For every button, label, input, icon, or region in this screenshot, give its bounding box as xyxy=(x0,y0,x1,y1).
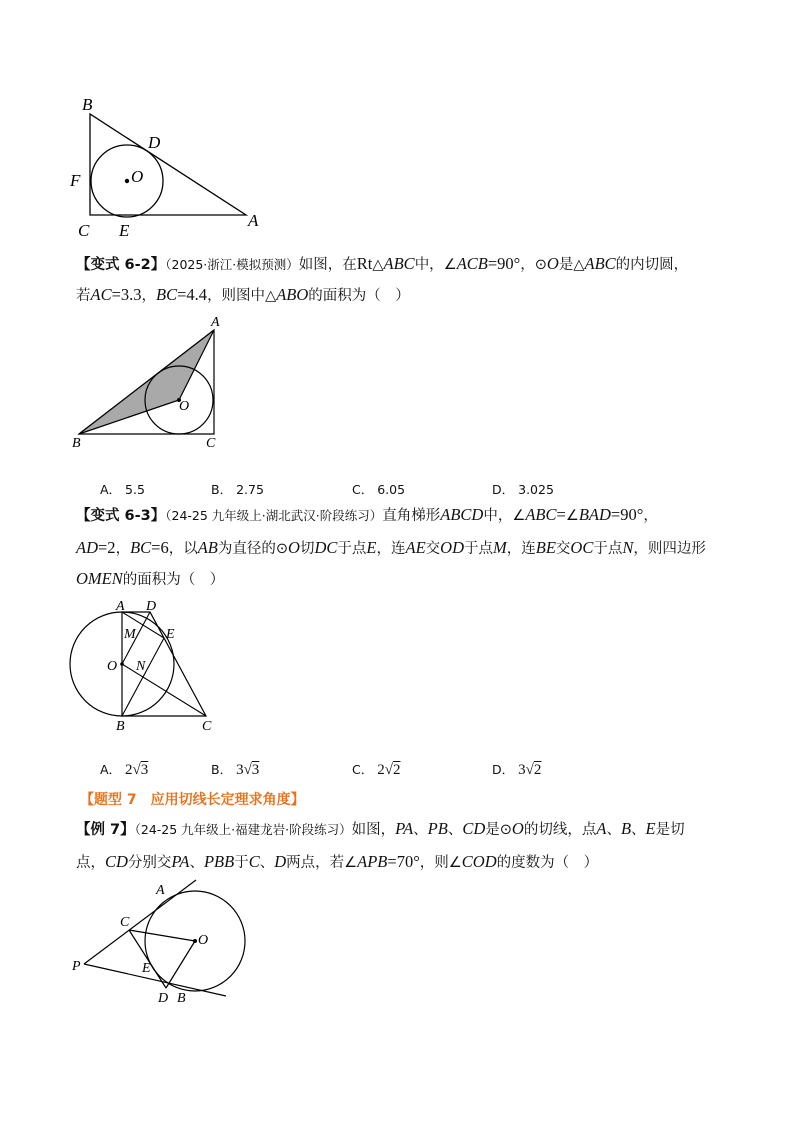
q62-option-a[interactable]: A． 5.5 xyxy=(100,482,145,497)
ex7-tag: 【例 7】 xyxy=(76,822,135,838)
label-E: E xyxy=(142,961,151,976)
label-C: C xyxy=(120,915,130,930)
label-D: D xyxy=(146,599,157,614)
q62-line2: 若AC=3.3，BC=4.4，则图中△ABO的面积为（ ） xyxy=(76,285,410,304)
q63-line2: AD=2，BC=6，以AB为直径的⊙O切DC于点E，连AE交OD于点M，连BE交OC于点N，则四边形 xyxy=(76,538,706,557)
figure-ex7-tangent-lines xyxy=(60,878,260,1008)
label-B: B xyxy=(82,95,93,114)
label-A: A xyxy=(211,315,220,330)
q63-option-d[interactable]: D． 3√2 xyxy=(492,762,542,778)
label-A: A xyxy=(248,211,259,230)
figure-q62-triangle-abo xyxy=(60,312,240,454)
q63-tag: 【变式 6-3】 xyxy=(76,508,166,524)
q62-line1: 【变式 6-2】（2025·浙江·模拟预测）如图，在Rt△ABC中，∠ACB=90°，⊙O是△ABC的内切圆， xyxy=(76,254,689,273)
label-B: B xyxy=(116,719,125,734)
q63-option-a[interactable]: A． 2√3 xyxy=(100,762,149,778)
label-O: O xyxy=(179,399,190,414)
label-F: F xyxy=(70,171,81,190)
label-N: N xyxy=(136,659,146,674)
q63-option-b[interactable]: B． 3√3 xyxy=(211,762,260,778)
q62-option-d[interactable]: D． 3.025 xyxy=(492,482,554,497)
ex7-source: （24-25 九年级上·福建龙岩·阶段练习） xyxy=(134,822,352,837)
label-A: A xyxy=(156,883,165,898)
q63-option-c[interactable]: C． 2√2 xyxy=(352,762,401,778)
label-D: D xyxy=(158,991,169,1006)
label-E: E xyxy=(166,627,175,642)
label-P: P xyxy=(72,959,81,974)
q62-tag: 【变式 6-2】 xyxy=(76,257,166,273)
label-O: O xyxy=(131,167,144,186)
topic7-heading: 【题型 7 应用切线长定理求角度】 xyxy=(80,792,305,808)
label-C: C xyxy=(202,719,212,734)
q63-source: （24-25 九年级上·湖北武汉·阶段练习） xyxy=(165,508,383,523)
label-O: O xyxy=(198,933,209,948)
label-A: A xyxy=(116,599,125,614)
label-E: E xyxy=(119,221,130,240)
label-B: B xyxy=(72,436,81,451)
label-D: D xyxy=(148,133,161,152)
q62-option-c[interactable]: C． 6.05 xyxy=(352,482,406,497)
ex7-line2: 点，CD分别交PA、PBB于C、D两点，若∠APB=70°，则∠COD的度数为（ ） xyxy=(76,852,599,871)
label-B: B xyxy=(177,991,186,1006)
ex7-line1: 【例 7】（24-25 九年级上·福建龙岩·阶段练习）如图，PA、PB、CD是⊙O的切线，点A、B、E是切 xyxy=(76,819,685,838)
q62-option-b[interactable]: B． 2.75 xyxy=(211,482,264,497)
q63-line1: 【变式 6-3】（24-25 九年级上·湖北武汉·阶段练习）直角梯形ABCD中，∠ABC=∠BAD=90°， xyxy=(76,505,658,524)
label-O: O xyxy=(107,659,118,674)
figure-q63-trapezoid-circle xyxy=(60,598,230,738)
label-C: C xyxy=(206,436,216,451)
label-C: C xyxy=(78,221,90,240)
figure-incircle-right-triangle xyxy=(60,90,280,250)
q63-line3: OMEN的面积为（ ） xyxy=(76,569,225,588)
q62-source: （2025·浙江·模拟预测） xyxy=(165,257,299,272)
label-M: M xyxy=(124,627,136,642)
